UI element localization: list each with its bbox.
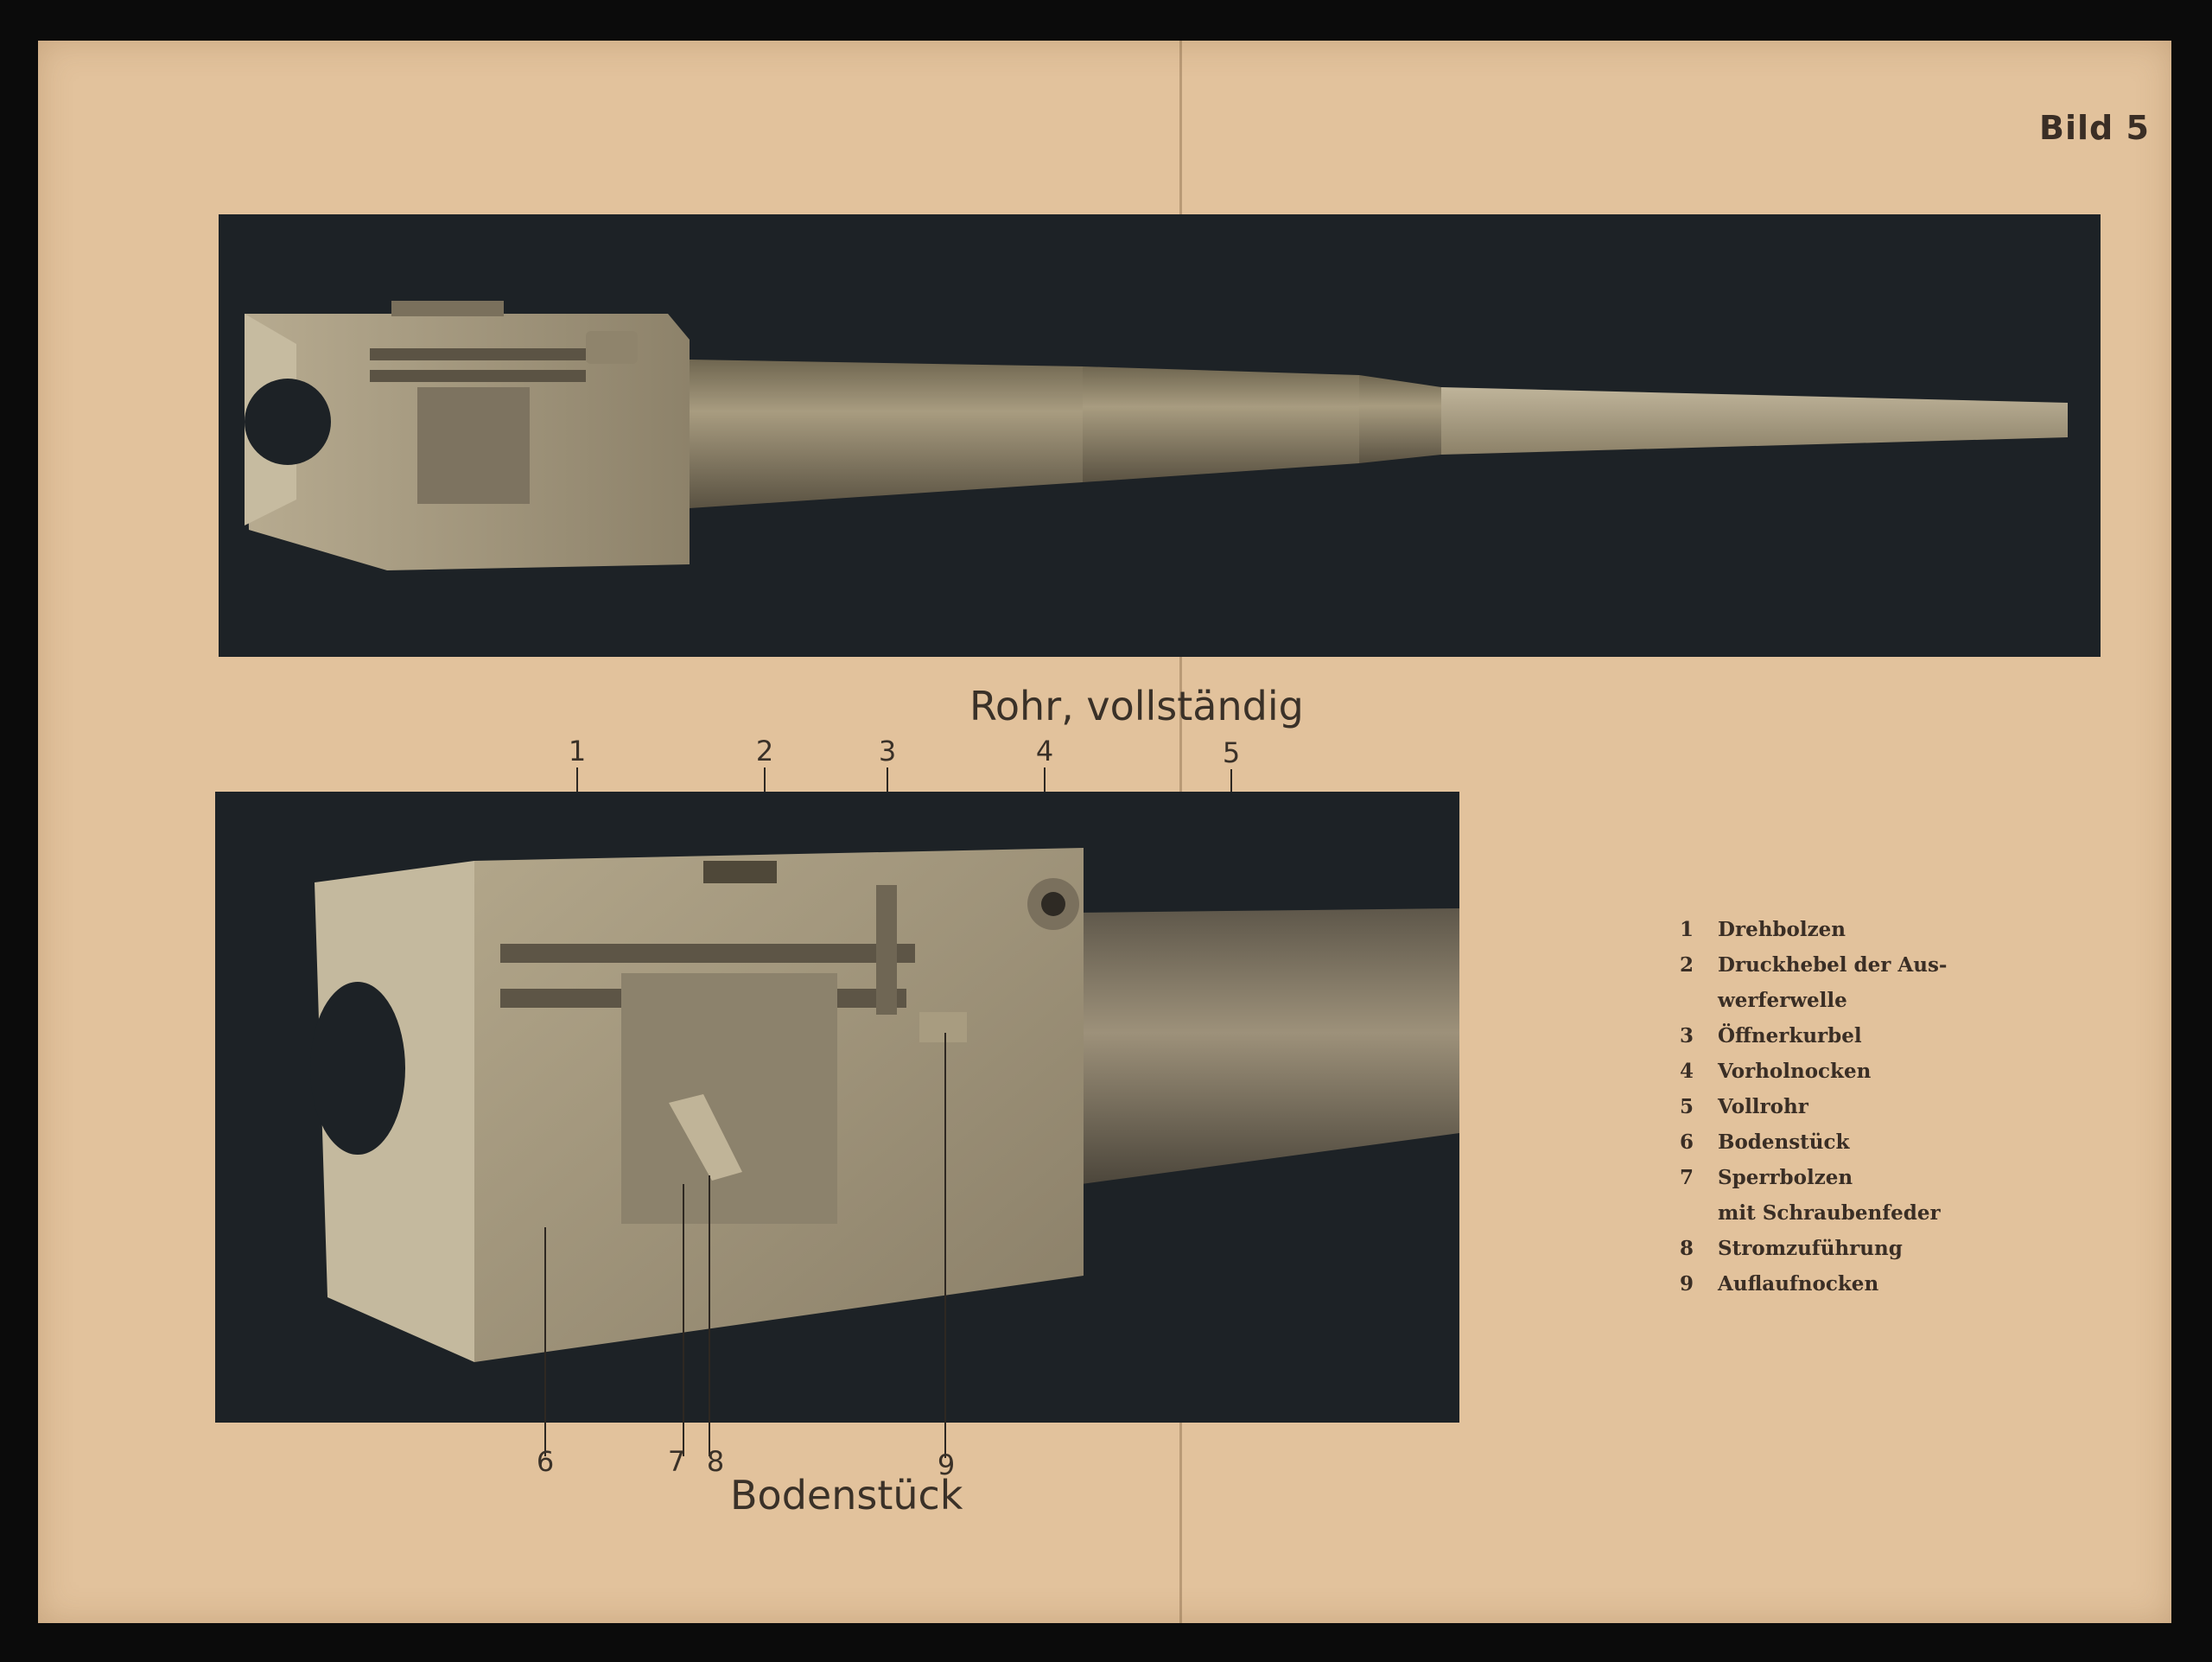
legend-label: Druckhebel der Aus- [1718,953,1948,977]
legend-label: Auflaufnocken [1718,1272,1879,1296]
legend-item [1668,1054,1979,1089]
callout-8: 8 [706,1445,725,1478]
legend-label: Sperrbolzen [1718,1166,1853,1189]
callout-9: 9 [937,1449,956,1481]
callout-3: 3 [878,735,897,767]
callout-7: 7 [667,1445,686,1478]
legend-label: werferwelle [1718,989,1847,1012]
legend-item-continuation [1668,1195,1979,1231]
bottom-figure-caption: Bodenstück [730,1472,963,1519]
legend-label: Vollrohr [1718,1095,1808,1118]
legend-label: Stromzuführung [1718,1237,1903,1260]
legend-item [1668,1231,1979,1266]
legend-label: mit Schraubenfeder [1718,1201,1941,1225]
legend-label: Vorholnocken [1718,1060,1872,1083]
legend-item-continuation [1668,983,1979,1018]
legend-item [1668,1089,1979,1124]
legend-number: 4 [1680,1060,1694,1083]
plate-label: Bild 5 [2039,109,2150,147]
legend-item [1668,1160,1979,1195]
legend-number: 9 [1680,1272,1694,1296]
barrel-illustration [219,214,2101,657]
top-figure-caption: Rohr, vollständig [969,683,1304,729]
breech-illustration [215,792,1459,1423]
parts-legend [1668,912,1979,1302]
callout-7-line [683,1184,684,1456]
legend-item [1668,947,1979,983]
callout-9-line [944,1033,946,1458]
legend-number: 6 [1680,1130,1694,1154]
legend-number: 2 [1680,953,1694,977]
callout-4: 4 [1035,735,1054,767]
legend-label: Drehbolzen [1718,918,1846,941]
legend-label: Öffnerkurbel [1718,1024,1862,1048]
callout-1: 1 [568,735,587,767]
legend-label: Bodenstück [1718,1130,1850,1154]
callout-6: 6 [536,1445,555,1478]
callout-6-line [544,1227,546,1456]
legend-item [1668,1124,1979,1160]
legend-number: 3 [1680,1024,1694,1048]
callout-2: 2 [755,735,774,767]
legend-item [1668,1266,1979,1302]
callout-8-line [709,1175,710,1456]
breech-photo [215,792,1459,1423]
legend-number: 8 [1680,1237,1694,1260]
legend-item [1668,1018,1979,1054]
legend-item [1668,912,1979,947]
legend-number: 5 [1680,1095,1694,1118]
barrel-photo [219,214,2101,657]
legend-number: 7 [1680,1166,1694,1189]
legend-number: 1 [1680,918,1694,941]
callout-5: 5 [1222,736,1241,769]
